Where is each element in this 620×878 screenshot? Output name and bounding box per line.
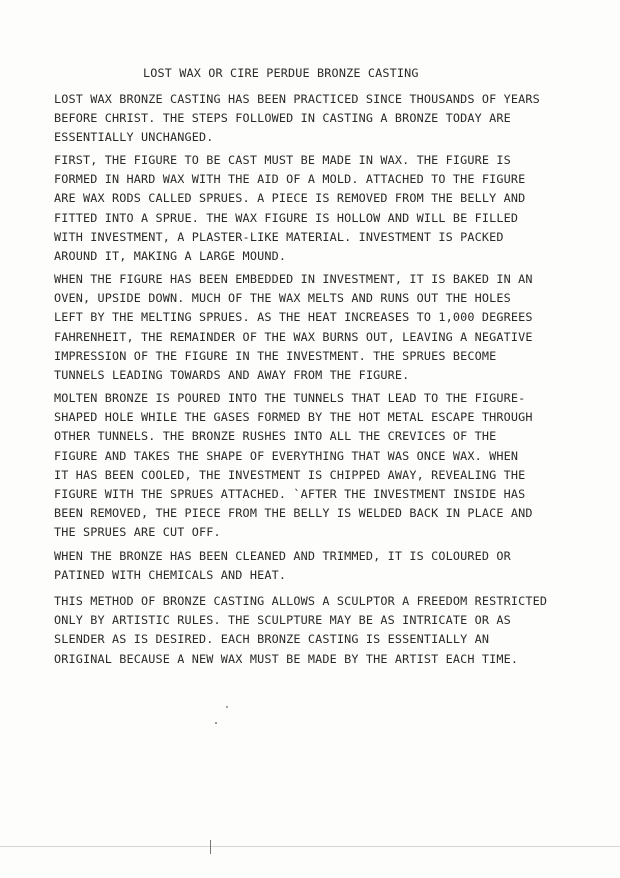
text-line: THE SPRUES ARE CUT OFF. xyxy=(54,525,221,540)
scan-speck xyxy=(215,722,217,724)
text-line: SHAPED HOLE WHILE THE GASES FORMED BY THE HOT METAL ESCAPE THROUGH xyxy=(54,410,533,425)
page-edge-line xyxy=(0,846,620,847)
text-line: BEEN REMOVED, THE PIECE FROM THE BELLY IS WELDED BACK IN PLACE AND xyxy=(54,506,533,521)
text-line: TUNNELS LEADING TOWARDS AND AWAY FROM THE FIGURE. xyxy=(54,368,410,383)
text-line: ESSENTIALLY UNCHANGED. xyxy=(54,130,214,145)
text-line: PATINED WITH CHEMICALS AND HEAT. xyxy=(54,568,287,583)
scan-speck xyxy=(226,706,228,708)
text-line: IMPRESSION OF THE FIGURE IN THE INVESTMENT. THE SPRUES BECOME xyxy=(54,348,497,363)
text-line: FORMED IN HARD WAX WITH THE AID OF A MOLD. ATTACHED TO THE FIGURE xyxy=(54,172,526,187)
text-line: LEFT BY THE MELTING SPRUES. AS THE HEAT INCREASES TO 1,000 DEGREES xyxy=(54,310,533,325)
page-edge-tick xyxy=(210,840,211,854)
paragraph-finishing xyxy=(54,547,574,585)
text-line: WHEN THE FIGURE HAS BEEN EMBEDDED IN INVESTMENT, IT IS BAKED IN AN xyxy=(54,272,533,286)
text-line: WITH INVESTMENT, A PLASTER-LIKE MATERIAL. INVESTMENT IS PACKED xyxy=(54,229,504,244)
paragraph-baking xyxy=(54,270,574,385)
text-line: FIRST, THE FIGURE TO BE CAST MUST BE MADE IN WAX. THE FIGURE IS xyxy=(54,153,511,167)
text-line: OTHER TUNNELS. THE BRONZE RUSHES INTO ALL THE CREVICES OF THE xyxy=(54,429,497,444)
text-line: SLENDER AS IS DESIRED. EACH BRONZE CASTING IS ESSENTIALLY AN xyxy=(54,632,490,647)
paragraph-intro xyxy=(54,90,574,148)
text-line: MOLTEN BRONZE IS POURED INTO THE TUNNELS THAT LEAD TO THE FIGURE- xyxy=(54,391,526,405)
text-line: WHEN THE BRONZE HAS BEEN CLEANED AND TRIMMED, IT IS COLOURED OR xyxy=(54,549,511,563)
text-line: AROUND IT, MAKING A LARGE MOUND. xyxy=(54,249,287,264)
text-line: FAHRENHEIT, THE REMAINDER OF THE WAX BURNS OUT, LEAVING A NEGATIVE xyxy=(54,329,533,344)
paragraph-pouring xyxy=(54,389,574,543)
text-line: BEFORE CHRIST. THE STEPS FOLLOWED IN CASTING A BRONZE TODAY ARE xyxy=(54,111,511,126)
text-line: THIS METHOD OF BRONZE CASTING ALLOWS A SCULPTOR A FREEDOM RESTRICTED xyxy=(54,594,548,608)
text-line: ORIGINAL BECAUSE A NEW WAX MUST BE MADE BY THE ARTIST EACH TIME. xyxy=(54,651,519,666)
text-line: FIGURE WITH THE SPRUES ATTACHED. `AFTER THE INVESTMENT INSIDE HAS xyxy=(54,487,526,502)
text-line: FIGURE AND TAKES THE SHAPE OF EVERYTHING THAT WAS ONCE WAX. WHEN xyxy=(54,448,519,463)
text-line: FITTED INTO A SPRUE. THE WAX FIGURE IS HOLLOW AND WILL BE FILLED xyxy=(54,210,519,225)
text-line: OVEN, UPSIDE DOWN. MUCH OF THE WAX MELTS AND RUNS OUT THE HOLES xyxy=(54,291,511,306)
text-line: LOST WAX BRONZE CASTING HAS BEEN PRACTICED SINCE THOUSANDS OF YEARS xyxy=(54,92,540,106)
paragraph-wax-figure xyxy=(54,151,574,266)
paragraph-conclusion xyxy=(54,592,574,669)
text-line: ONLY BY ARTISTIC RULES. THE SCULPTURE MAY BE AS INTRICATE OR AS xyxy=(54,613,511,628)
text-line: ARE WAX RODS CALLED SPRUES. A PIECE IS REMOVED FROM THE BELLY AND xyxy=(54,191,526,206)
document-title: LOST WAX OR CIRE PERDUE BRONZE CASTING xyxy=(143,66,419,80)
text-line: IT HAS BEEN COOLED, THE INVESTMENT IS CHIPPED AWAY, REVEALING THE xyxy=(54,467,526,482)
